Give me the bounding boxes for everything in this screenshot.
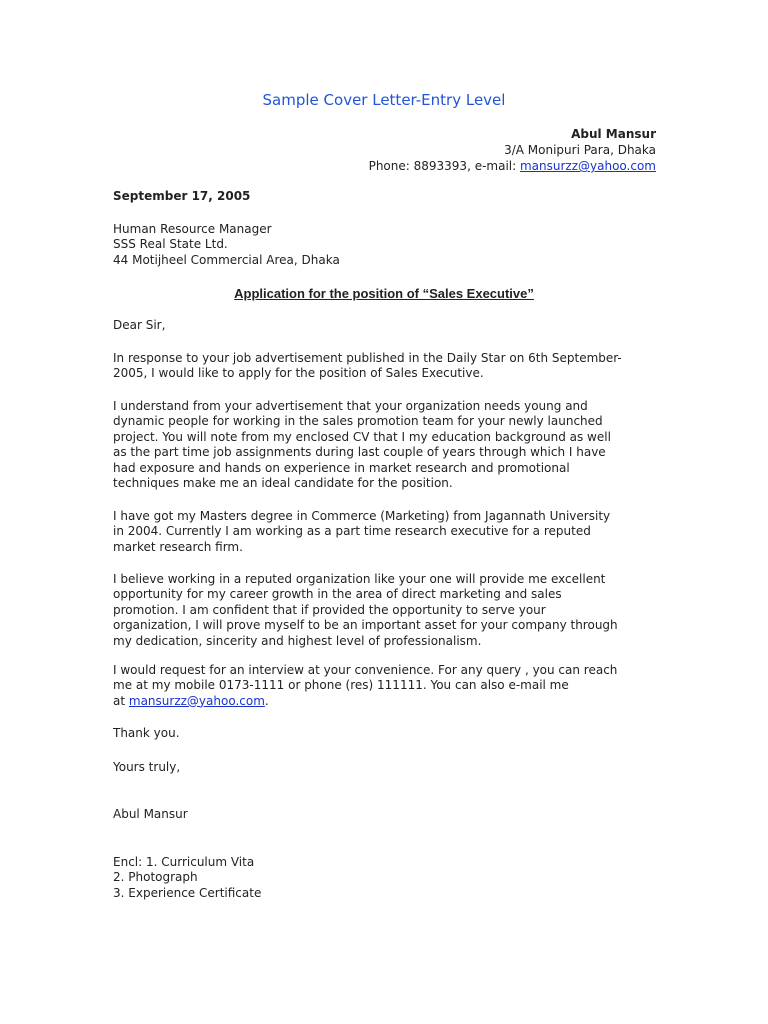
document-title: Sample Cover Letter-Entry Level [262,91,506,109]
paragraph-line: market research firm. [113,539,243,554]
paragraph-line: as the part time job assignments during last couple of years through which I have [113,445,606,460]
sender-name: Abul Mansur [571,127,656,141]
signature-name: Abul Mansur [113,807,188,821]
paragraph-line: opportunity for my career growth in the area of direct marketing and sales [113,587,562,602]
paragraph-line: organization, I will prove myself to be an important asset for your company through [113,618,618,633]
paragraph-line [113,694,653,709]
sender-email-link[interactable]: mansurzz@yahoo.com [519,159,656,173]
recipient-company: SSS Real State Ltd. [113,237,228,252]
enclosures-list [113,855,653,901]
paragraph-line: had exposure and hands on experience in market research and promotional [113,460,570,475]
paragraph-response [113,351,653,382]
paragraph-line: promotion. I am confident that if provided the opportunity to serve your [113,602,546,617]
sender-address: 3/A Monipuri Para, Dhaka [504,143,656,157]
paragraph-line: me at my mobile 0173-1111 or phone (res) 111111. You can also e-mail me [113,678,569,693]
enclosure-item: 2. Photograph [113,870,198,885]
paragraph-line: project. You will note from my enclosed CV that I my education background as well [113,429,611,444]
sender-contact [369,158,656,174]
paragraph-request [113,663,653,709]
paragraph-line: I understand from your advertisement that your organization needs young and [113,399,588,413]
paragraph-education [113,509,653,555]
paragraph-line: 2005, I would like to apply for the position of Sales Executive. [113,366,484,381]
recipient-title: Human Resource Manager [113,222,272,236]
paragraph-line: I believe working in a reputed organization like your one will provide me excellent [113,572,606,586]
paragraph-belief [113,572,653,649]
paragraph-line: techniques make me an ideal candidate for the position. [113,476,453,491]
salutation: Dear Sir, [113,318,166,332]
sender-block [369,126,656,174]
paragraph-line: my dedication, sincerity and highest level of professionalism. [113,633,482,648]
thanks-line: Thank you. [113,726,180,740]
paragraph-line: I have got my Masters degree in Commerce (Marketing) from Jagannath University [113,509,611,523]
paragraph-line: In response to your job advertisement published in the Daily Star on 6th September- [113,351,622,365]
email-suffix: . [264,693,269,708]
paragraph-line: in 2004. Currently I am working as a part time research executive for a reputed [113,524,591,539]
recipient-address: 44 Motijheel Commercial Area, Dhaka [113,252,340,267]
enclosure-item: 3. Experience Certificate [113,885,262,900]
enclosure-item: Encl: 1. Curriculum Vita [113,855,255,869]
email-prefix: at [113,693,129,708]
contact-email-link[interactable]: mansurzz@yahoo.com [128,693,265,708]
paragraph-understanding [113,399,653,491]
paragraph-line: dynamic people for working in the sales promotion team for your newly launched [113,414,603,429]
paragraph-line: I would request for an interview at your convenience. For any query , you can reach [113,663,618,677]
letter-subject: Application for the position of “Sales Executive” [234,286,534,301]
recipient-block [113,222,653,268]
sender-contact-prefix: Phone: 8893393, e-mail: [368,159,520,173]
closing-line: Yours truly, [113,760,181,774]
letter-date: September 17, 2005 [113,189,251,203]
